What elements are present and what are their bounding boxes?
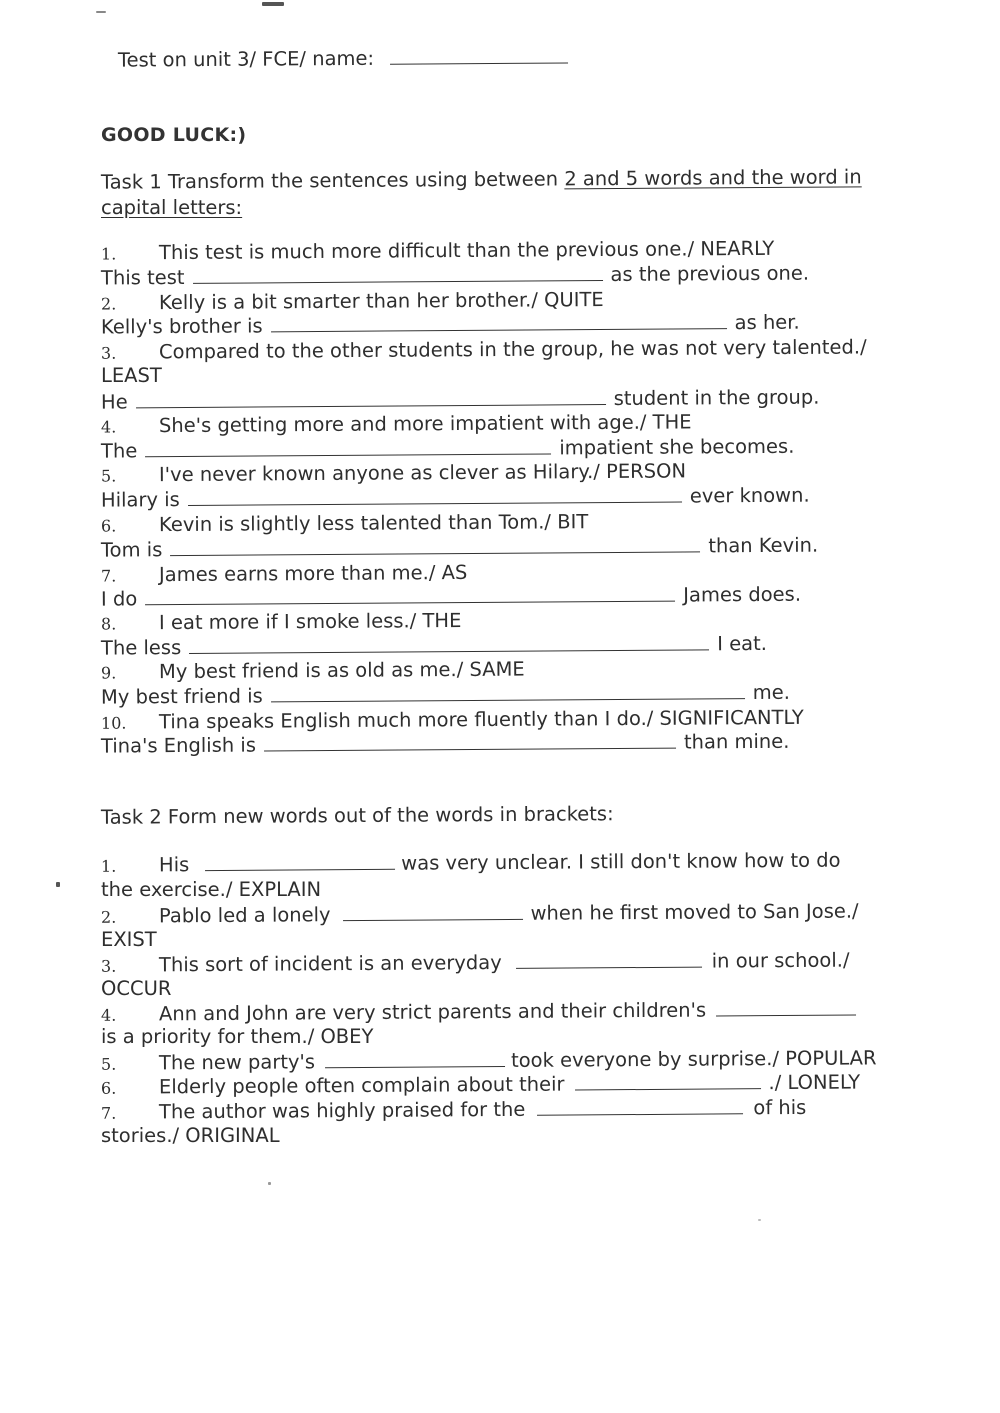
answer-end: impatient she becomes.	[559, 434, 795, 460]
item-number: 10.	[100, 713, 127, 733]
answer-end: than mine.	[683, 729, 790, 754]
answer-start: This test	[100, 265, 185, 290]
task2-item-1-cont: the exercise./ EXPLAIN	[101, 878, 322, 901]
task1-item-2-answer	[101, 310, 821, 339]
answer-blank[interactable]	[516, 951, 702, 969]
scan-mark	[56, 882, 60, 887]
answer-blank[interactable]	[145, 439, 551, 457]
task1-intro	[101, 165, 862, 194]
answer-blank[interactable]	[325, 1050, 505, 1068]
item-number: 6.	[100, 1078, 117, 1098]
answer-blank[interactable]	[537, 1097, 743, 1115]
item-text-after: was very unclear. I still don't know how to do	[401, 848, 841, 875]
item-number: 3.	[100, 343, 117, 363]
answer-start: He	[100, 390, 128, 414]
answer-blank[interactable]	[145, 587, 675, 606]
answer-end: student in the group.	[613, 385, 820, 411]
answer-blank[interactable]	[264, 734, 676, 752]
answer-blank[interactable]	[170, 537, 700, 556]
task1-item-10-answer	[101, 729, 841, 758]
item-number: 8.	[100, 614, 117, 634]
task2-item-4	[101, 997, 901, 1028]
item-prompt: This test is much more difficult than the previous one./ NEARLY	[158, 236, 775, 265]
answer-blank[interactable]	[188, 488, 682, 506]
item-number: 1.	[100, 244, 117, 264]
task2-intro: Task 2 Form new words out of the words in brackets:	[100, 802, 614, 829]
test-title-text: Test on unit 3/ FCE/ name:	[117, 46, 375, 72]
task1-item-3-prompt-cont: LEAST	[101, 364, 162, 387]
answer-blank[interactable]	[192, 266, 602, 284]
answer-end: than Kevin.	[708, 533, 819, 558]
answer-end: me.	[752, 680, 791, 705]
answer-end: as the previous one.	[610, 261, 810, 286]
item-text-after: took everyone by surprise./ POPULAR	[510, 1046, 877, 1072]
item-prompt: I've never known anyone as clever as Hilary./ PERSON	[158, 459, 687, 487]
item-text: Ann and John are very strict parents and their children's	[158, 998, 707, 1026]
task1-intro-text: Task 1 Transform the sentences using between	[100, 167, 559, 194]
item-prompt: She's getting more and more impatient with age./ THE	[158, 410, 692, 438]
item-text: The new party's	[158, 1050, 316, 1075]
item-text: The author was highly praised for the	[158, 1097, 526, 1124]
scan-mark	[268, 1182, 271, 1185]
item-number: 5.	[100, 466, 117, 486]
task1-item-3-prompt	[101, 335, 901, 366]
item-text: Elderly people often complain about their	[158, 1072, 565, 1099]
item-number: 7.	[100, 566, 117, 586]
scan-mark	[758, 1219, 761, 1221]
answer-start: Hilary is	[100, 488, 180, 512]
item-number: 3.	[100, 956, 117, 976]
name-blank[interactable]	[390, 46, 568, 64]
task2-item-2-cont: EXIST	[101, 928, 157, 951]
task2-item-4-cont: is a priority for them./ OBEY	[101, 1025, 374, 1048]
item-text: His	[158, 853, 190, 877]
task2-item-3-cont: OCCUR	[101, 977, 172, 1000]
answer-blank[interactable]	[271, 684, 745, 702]
item-prompt: Kevin is slightly less talented than Tom./ BIT	[158, 510, 589, 537]
scan-mark	[262, 2, 284, 6]
answer-blank[interactable]	[271, 314, 727, 332]
answer-end: I eat.	[717, 631, 768, 656]
item-number: 1.	[100, 856, 117, 876]
item-prompt: Kelly is a bit smarter than her brother./ QUITE	[158, 288, 604, 315]
item-text-after: of his	[753, 1095, 807, 1120]
item-number: 2.	[100, 907, 117, 927]
answer-blank[interactable]	[136, 390, 606, 408]
answer-end: as her.	[734, 310, 800, 335]
task2-item-1	[101, 848, 901, 879]
answer-start: Kelly's brother is	[100, 314, 263, 339]
answer-blank[interactable]	[716, 999, 856, 1017]
answer-start: I do	[100, 587, 138, 611]
answer-blank[interactable]	[205, 853, 395, 871]
task2-item-7-cont: stories./ ORIGINAL	[101, 1124, 280, 1147]
item-text-after: when he first moved to San Jose./	[530, 899, 859, 925]
task1-item-9-answer	[101, 680, 841, 709]
task2-item-7	[101, 1095, 901, 1126]
item-text-after: ./ LONELY	[768, 1070, 861, 1095]
item-text: This sort of incident is an everyday	[158, 950, 502, 977]
item-text-after: in our school./	[711, 948, 850, 973]
answer-blank[interactable]	[342, 903, 522, 921]
item-prompt: James earns more than me./ AS	[158, 560, 468, 587]
item-prompt: Tina speaks English much more fluently than I do./ SIGNIFICANTLY	[158, 705, 804, 734]
item-number: 5.	[100, 1054, 117, 1074]
item-number: 6.	[100, 516, 117, 536]
answer-blank[interactable]	[189, 635, 709, 654]
answer-blank[interactable]	[574, 1072, 760, 1090]
answer-end: ever known.	[689, 483, 810, 508]
item-number: 2.	[100, 294, 117, 314]
answer-start: The less	[100, 636, 182, 660]
task2-item-3	[101, 948, 901, 979]
answer-start: The	[100, 439, 138, 463]
item-number: 9.	[100, 663, 117, 683]
task2-item-2	[101, 899, 901, 930]
answer-start: My best friend is	[100, 684, 263, 709]
item-number: 7.	[100, 1103, 117, 1123]
task1-item-1-answer	[101, 261, 821, 290]
item-prompt: Compared to the other students in the group, he was not very talented./	[158, 335, 867, 364]
item-number: 4.	[100, 1005, 117, 1025]
task1-intro-underlined: 2 and 5 words and the word in	[564, 165, 862, 191]
test-title	[118, 45, 574, 72]
item-prompt: I eat more if I smoke less./ THE	[158, 608, 462, 635]
item-text: Pablo led a lonely	[158, 903, 331, 928]
item-prompt: My best friend is as old as me./ SAME	[158, 657, 525, 684]
answer-start: Tom is	[100, 538, 163, 562]
answer-start: Tina's English is	[100, 733, 257, 758]
answer-end: James does.	[683, 582, 802, 607]
good-luck-heading: GOOD LUCK:)	[101, 124, 247, 146]
item-number: 4.	[100, 417, 117, 437]
scan-mark	[96, 11, 106, 13]
task1-intro-cont: capital letters:	[101, 196, 243, 219]
